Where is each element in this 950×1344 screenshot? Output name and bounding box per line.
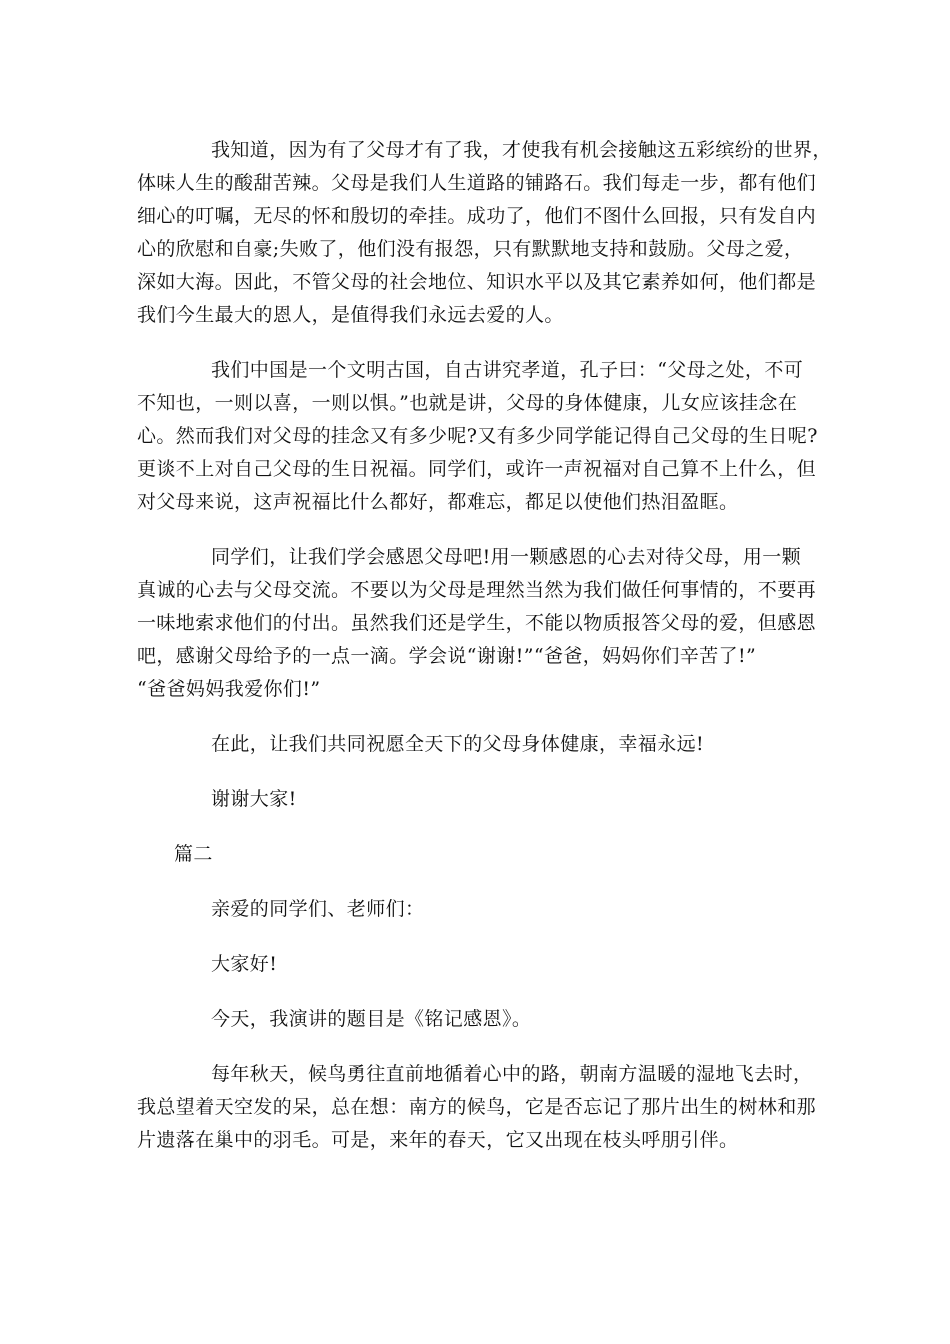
paragraph-2-line-1: 我们中国是一个文明古国，自古讲究孝道，孔子曰：“父母之处，不可 (211, 359, 804, 381)
paragraph-1-line-3: 细心的叮嘱，无尽的怀和殷切的牵挂。成功了，他们不图什么回报，只有发自内 (137, 205, 817, 227)
paragraph-10-line-3: 片遗落在巢中的羽毛。可是，来年的春天，它又出现在枝头呼朋引伴。 (137, 1129, 739, 1151)
paragraph-10-line-2: 我总望着天空发的呆，总在想：南方的候鸟，它是否忘记了那片出生的树林和那 (137, 1096, 817, 1118)
section-heading: 篇二 (174, 843, 213, 865)
paragraph-4-line-1: 在此，让我们共同祝愿全天下的父母身体健康，幸福永远! (211, 733, 705, 755)
paragraph-3-line-1: 同学们，让我们学会感恩父母吧!用一颗感恩的心去对待父母，用一颗 (211, 546, 802, 568)
paragraph-1-line-5: 深如大海。因此，不管父母的社会地位、知识水平以及其它素养如何，他们都是 (137, 271, 817, 293)
greeting: 大家好! (211, 953, 278, 975)
paragraph-1-line-1: 我知道，因为有了父母才有了我，才使我有机会接触这五彩缤纷的世界， (211, 139, 832, 161)
paragraph-3-line-5: “爸爸妈妈我爱你们!” (137, 678, 321, 700)
paragraph-2-line-5: 对父母来说，这声祝福比什么都好，都难忘，都足以使他们热泪盈眶。 (137, 491, 739, 513)
paragraph-5-line-1: 谢谢大家! (211, 788, 297, 810)
paragraph-3-line-4: 吧，感谢父母给予的一点一滴。学会说“谢谢!”“爸爸，妈妈你们辛苦了!” (137, 645, 757, 667)
paragraph-3-line-2: 真诚的心去与父母交流。不要以为父母是理然当然为我们做任何事情的，不要再 (137, 579, 817, 601)
paragraph-3-line-3: 一味地索求他们的付出。虽然我们还是学生，不能以物质报答父母的爱，但感恩 (137, 612, 817, 634)
paragraph-2-line-2: 不知也，一则以喜，一则以惧。”也就是讲，父母的身体健康，儿女应该挂念在 (137, 392, 798, 414)
paragraph-1-line-2: 体味人生的酸甜苦辣。父母是我们人生道路的铺路石。我们每走一步，都有他们 (137, 172, 817, 194)
paragraph-1-line-4: 心的欣慰和自豪;失败了，他们没有报怨，只有默默地支持和鼓励。父母之爱， (137, 238, 804, 260)
salutation: 亲爱的同学们、老师们： (211, 898, 425, 920)
speech-title-line: 今天，我演讲的题目是《铭记感恩》。 (211, 1008, 532, 1030)
paragraph-1-line-6: 我们今生最大的恩人，是值得我们永远去爱的人。 (137, 304, 564, 326)
paragraph-2-line-4: 更谈不上对自己父母的生日祝福。同学们，或许一声祝福对自己算不上什么，但 (137, 458, 817, 480)
paragraph-2-line-3: 心。然而我们对父母的挂念又有多少呢?又有多少同学能记得自己父母的生日呢? (137, 425, 818, 447)
paragraph-10-line-1: 每年秋天，候鸟勇往直前地循着心中的路，朝南方温暖的湿地飞去时， (211, 1063, 813, 1085)
